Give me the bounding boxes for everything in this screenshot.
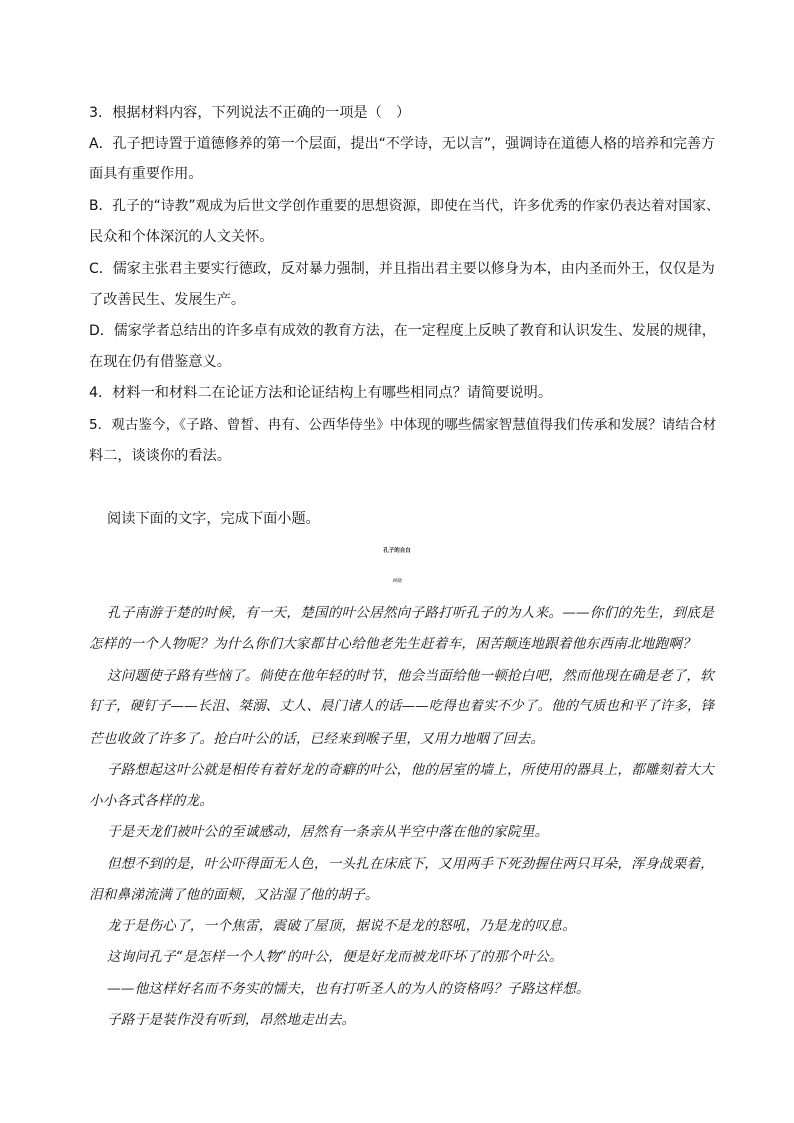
question-5-cont: 料二，谈谈你的看法。 <box>89 448 231 464</box>
passage-author: 顾随 <box>392 579 402 584</box>
passage-line: 小小各式各样的龙。 <box>89 793 214 809</box>
passage-line: ——他这样好名而不务实的懦夫，也有打听圣人的为人的资格吗？子路这样想。 <box>107 981 590 997</box>
question-3-option-c-cont: 了改善民生、发展生产。 <box>89 292 246 308</box>
passage-line: 芒也收敛了许多了。抢白叶公的话，已经来到喉子里，又用力地咽了回去。 <box>89 731 545 747</box>
passage-line: 但想不到的是，叶公吓得面无人色，一头扎在床底下，又用两手下死劲握住两只耳朵，浑身战栗着， <box>107 856 714 872</box>
passage-line: 这问题使子路有些恼了。倘使在他年轻的时节，他会当面给他一顿抢白吧，然而他现在确是老了，软 <box>107 668 714 684</box>
passage-line: 钉子，硬钉子——长沮、桀溺、丈人、晨门诸人的话——吃得也着实不少了。他的气质也和平了许多，锋 <box>89 699 715 714</box>
question-3-option-d: D．儒家学者总结出的许多卓有成效的教育方法，在一定程度上反映了教育和认识发生、发展的规律， <box>89 323 716 339</box>
question-4: 4．材料一和材料二在论证方法和论证结构上有哪些相同点？请简要说明。 <box>89 385 553 401</box>
passage-line: 子路想起这叶公就是相传有着好龙的奇癖的叶公，他的居室的墙上，所使用的器具上，都雕刻着大大 <box>107 762 714 778</box>
question-3-option-c: C．儒家主张君主要实行德政，反对暴力强制，并且指出君主要以修身为本，由内圣而外王，仅仅是为 <box>89 261 715 277</box>
question-3-option-a: A．孔子把诗置于道德修养的第一个层面，提出“不学诗，无以言”，强调诗在道德人格的培养和完善方 <box>89 136 716 152</box>
passage-line: 这询问孔子“是怎样一个人物”的叶公，便是好龙而被龙吓坏了的那个叶公。 <box>107 949 563 965</box>
passage-line: 泪和鼻涕流满了他的面颊，又沾湿了他的胡子。 <box>89 887 379 903</box>
question-3-stem: 3．根据材料内容，下列说法不正确的一项是（ ） <box>89 105 411 121</box>
passage-line: 龙于是伤心了，一个焦雷，震破了屋顶，据说不是龙的怒吼，乃是龙的叹息。 <box>107 918 576 934</box>
passage-line: 于是天龙们被叶公的至诚感动，居然有一条亲从半空中落在他的家院里。 <box>107 824 549 840</box>
passage-line: 子路于是装作没有听到，昂然地走出去。 <box>107 1012 356 1028</box>
passage-line: 怎样的一个人物呢？为什么你们大家都甘心给他老先生赶着车，困苦颠连地跟着他东西南北地跑啊？ <box>89 636 696 652</box>
passage-line: 孔子南游于楚的时候，有一天，楚国的叶公居然向子路打听孔子的为人来。——你们的先生，到底是 <box>107 605 714 621</box>
question-3-option-a-cont: 面具有重要作用。 <box>89 166 203 182</box>
question-5: 5．观古鉴今，《子路、曾皙、冉有、公西华侍坐》中体现的哪些儒家智慧值得我们传承和发展？请结合材 <box>89 417 717 433</box>
question-3-option-d-cont: 在现在仍有借鉴意义。 <box>89 354 231 370</box>
question-3-option-b: B．孔子的“诗教”观成为后世文学创作重要的思想资源，即使在当代，许多优秀的作家仍表达着对国家、 <box>89 198 720 214</box>
passage-title: 孔子的自白 <box>383 548 411 554</box>
reading-intro: 阅读下面的文字，完成下面小题。 <box>107 511 320 527</box>
question-3-option-b-cont: 民众和个体深沉的人文关怀。 <box>89 229 274 245</box>
